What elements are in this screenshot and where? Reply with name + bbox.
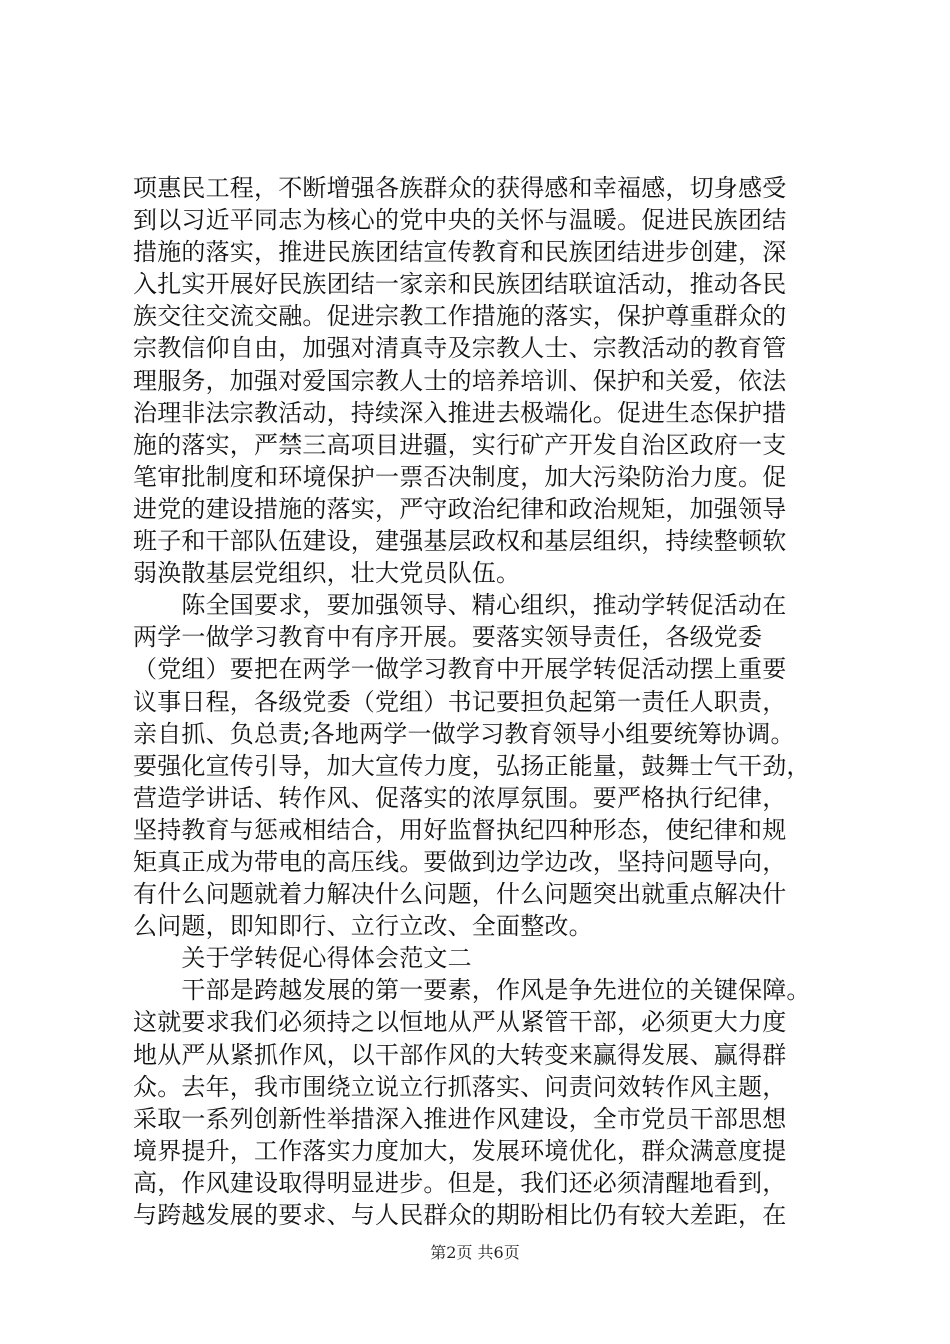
text-line: 营造学讲话、转作风、促落实的浓厚氛围。要严格执行纪律， [133,783,787,812]
text-line: 弱涣散基层党组织，壮大党员队伍。 [133,559,521,588]
text-line: 理服务，加强对爱国宗教人士的培养培训、保护和关爱，依法 [133,366,787,395]
text-line: 有什么问题就着力解决什么问题，什么问题突出就重点解决什 [133,880,787,909]
text-line: 采取一系列创新性举措深入推进作风建设，全市党员干部思想 [133,1104,787,1133]
text-line: 这就要求我们必须持之以恒地从严从紧管干部，必须更大力度 [133,1008,787,1037]
text-line: 措施的落实，推进民族团结宣传教育和民族团结进步创建，深 [133,238,787,267]
text-line: 亲自抓、负总责;各地两学一做学习教育领导小组要统筹协调。 [133,719,795,748]
text-line: 班子和干部队伍建设，建强基层政权和基层组织，持续整顿软 [133,527,787,556]
text-line: 么问题，即知即行、立行立改、全面整改。 [133,912,593,941]
text-line: 众。去年，我市围绕立说立行抓落实、问责问效转作风主题， [133,1072,787,1101]
text-line: 高，作风建设取得明显进步。但是，我们还必须清醒地看到， [133,1168,787,1197]
text-line: 与跨越发展的要求、与人民群众的期盼相比仍有较大差距，在 [133,1201,787,1229]
text-line: 项惠民工程，不断增强各族群众的获得感和幸福感，切身感受 [133,174,787,202]
text-line: 到以习近平同志为核心的党中央的关怀与温暖。促进民族团结 [133,206,787,235]
text-line: 入扎实开展好民族团结一家亲和民族团结联谊活动，推动各民 [133,270,787,299]
text-line: 地从严从紧抓作风，以干部作风的大转变来赢得发展、赢得群 [133,1040,787,1069]
text-line: （党组）要把在两学一做学习教育中开展学转促活动摆上重要 [133,655,787,684]
text-line: 笔审批制度和环境保护一票否决制度，加大污染防治力度。促 [133,462,787,491]
text-line: 要强化宣传引导，加大宣传力度，弘扬正能量，鼓舞士气干劲， [133,751,811,780]
text-line: 议事日程，各级党委（党组）书记要担负起第一责任人职责， [133,687,787,716]
text-line: 进党的建设措施的落实，严守政治纪律和政治规矩，加强领导 [133,494,787,523]
text-line: 境界提升，工作落实力度加大，发展环境优化，群众满意度提 [133,1136,787,1165]
text-line: 两学一做学习教育中有序开展。要落实领导责任，各级党委 [133,623,763,652]
text-line: 干部是跨越发展的第一要素，作风是争先进位的关键保障。 [133,976,811,1005]
page-number-footer: 第2页 共6页 [430,1243,520,1262]
body-text [133,172,833,1231]
text-line: 矩真正成为带电的高压线。要做到边学边改，坚持问题导向， [133,847,787,876]
text-line: 陈全国要求，要加强领导、精心组织，推动学转促活动在 [133,591,787,620]
text-line: 治理非法宗教活动，持续深入推进去极端化。促进生态保护措 [133,398,787,427]
text-line: 坚持教育与惩戒相结合，用好监督执纪四种形态，使纪律和规 [133,815,787,844]
text-line: 宗教信仰自由，加强对清真寺及宗教人士、宗教活动的教育管 [133,334,787,363]
text-line: 施的落实，严禁三高项目进疆，实行矿产开发自治区政府一支 [133,430,787,459]
text-line: 族交往交流交融。促进宗教工作措施的落实，保护尊重群众的 [133,302,787,331]
text-line: 关于学转促心得体会范文二 [133,944,472,973]
